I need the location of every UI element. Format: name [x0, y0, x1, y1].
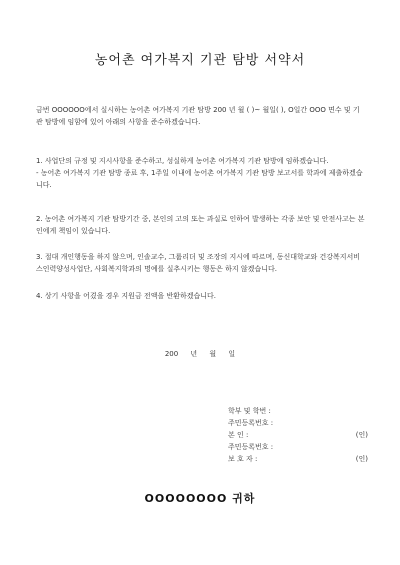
guardian-seal: (인): [355, 455, 368, 463]
dept-label: 학부 및 학번 :: [228, 407, 271, 415]
pledge-item-1: [36, 155, 366, 191]
pledge-item-3: 3. 절대 개인행동을 하지 않으며, 인솔교수, 그룹리더 및 조장의 지시에 따르며, 동신대학교와 건강복지서비스인력양성사업단, 사회복지학과의 명예를 실추시키는 행동은 하지 않겠습니다.: [36, 253, 361, 273]
signature-row-guardian-id: [228, 441, 368, 453]
pledge-item-1-main: 1. 사업단의 규정 및 지시사항을 준수하고, 성실하게 농어촌 여가복지 기관 탐방에 임하겠습니다.: [36, 157, 329, 165]
signature-block: [228, 405, 368, 465]
pledge-item-4: 4. 상기 사항을 어겼을 경우 지원금 전액을 반환하겠습니다.: [36, 292, 217, 300]
intro-paragraph: 금번 OOOOOO에서 실시하는 농어촌 여가복지 기관 탐방 200 년 월 ( )~ 월일( ), O일간 OOO 면수 및 기관 탐방에 임함에 있어 아래의 사항을 준수하겠습니다.: [36, 106, 360, 126]
signature-row-dept: [228, 405, 368, 417]
signature-row-id: [228, 417, 368, 429]
pledge-item-2: 2. 농어촌 여가복지 기관 탐방기간 중, 본인의 고의 또는 과실로 인하여 발생하는 각종 보안 및 안전사고는 본인에게 책임이 있습니다.: [36, 215, 365, 235]
signature-row-self: [228, 429, 368, 441]
guardian-id-label: 주민등록번호 :: [228, 443, 274, 451]
self-label: 본 인 :: [228, 431, 249, 439]
document-title: 농어촌 여가복지 기관 탐방 서약서: [94, 53, 306, 68]
guardian-label: 보 호 자 :: [228, 455, 258, 463]
id-number-label: 주민등록번호 :: [228, 419, 274, 427]
pledge-item-1-sub: - 농어촌 여가복지 기관 탐방 종료 후, 1주일 이내에 농어촌 여가복지 기관 탐방 보고서를 학과에 제출하겠습니다.: [36, 169, 363, 189]
self-seal: (인): [355, 431, 368, 439]
date-line: 200 년 월 일: [164, 350, 236, 358]
signature-row-guardian: [228, 453, 368, 465]
addressee: OOOOOOOO 귀하: [144, 492, 256, 505]
